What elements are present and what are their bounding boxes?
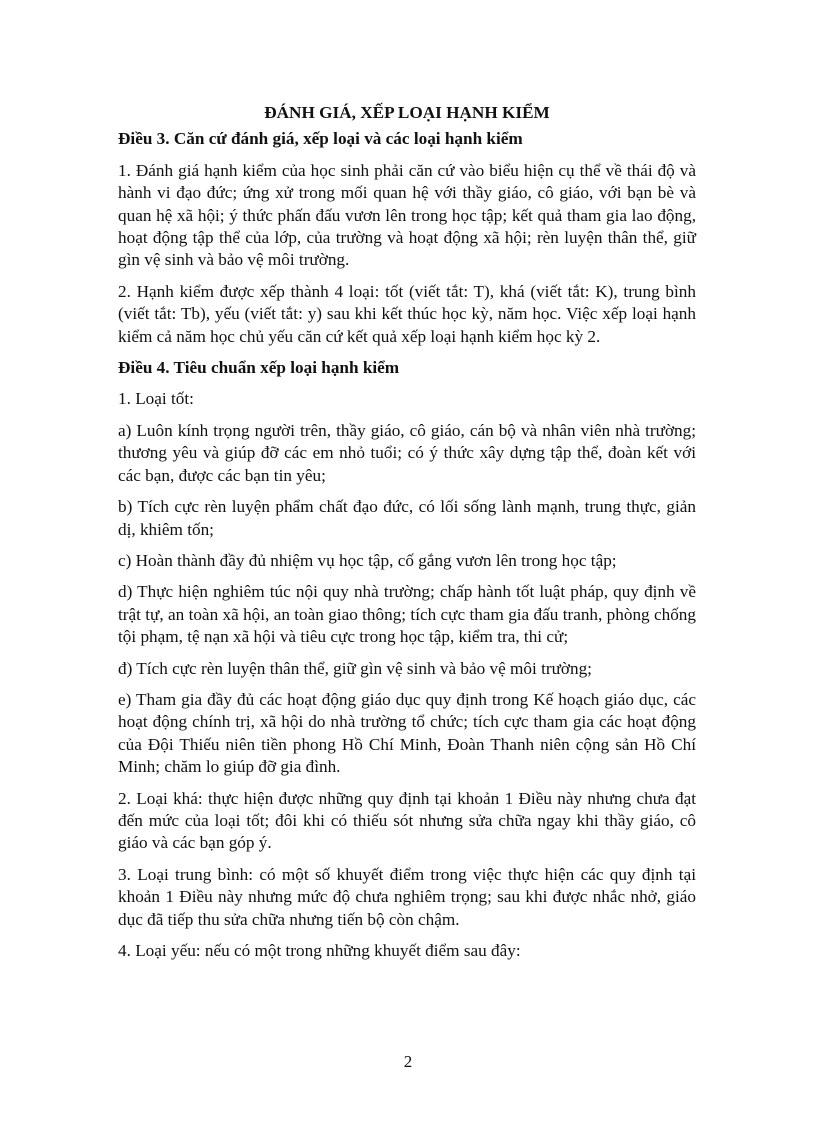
article-3-paragraph: 2. Hạnh kiểm được xếp thành 4 loại: tốt (viết tắt: T), khá (viết tắt: K), trung bình (viết tắt: Tb), yếu (viết tắt: y) sau khi kết thúc học kỳ, năm học. Việc xếp loại hạnh kiểm cả năm học chủ yếu căn cứ kết quả xếp loại hạnh kiểm học kỳ 2.	[118, 281, 696, 346]
article-4-paragraph: đ) Tích cực rèn luyện thân thể, giữ gìn vệ sinh và bảo vệ môi trường;	[118, 658, 592, 678]
article-4-heading: Điều 4. Tiêu chuẩn xếp loại hạnh kiểm	[118, 358, 400, 378]
article-4-paragraph: 4. Loại yếu: nếu có một trong những khuyết điểm sau đây:	[118, 941, 521, 960]
page-number: 2	[403, 1052, 413, 1071]
article-3-heading: Điều 3. Căn cứ đánh giá, xếp loại và các loại hạnh kiểm	[118, 129, 523, 149]
document-title: ĐÁNH GIÁ, XẾP LOẠI HẠNH KIỂM	[264, 103, 550, 122]
article-4-paragraph: c) Hoàn thành đầy đủ nhiệm vụ học tập, cố gắng vươn lên trong học tập;	[118, 550, 617, 570]
document-page	[118, 102, 696, 971]
article-4-paragraph: 2. Loại khá: thực hiện được những quy định tại khoản 1 Điều này nhưng chưa đạt đến mức của loại tốt; đôi khi có thiếu sót nhưng sửa chữa ngay khi thầy giáo, cô giáo và các bạn góp ý.	[118, 788, 696, 853]
article-4-paragraph: b) Tích cực rèn luyện phẩm chất đạo đức, có lối sống lành mạnh, trung thực, giản dị, khiêm tốn;	[118, 497, 696, 539]
article-4-paragraph: 1. Loại tốt:	[118, 389, 194, 409]
article-3-paragraph: 1. Đánh giá hạnh kiểm của học sinh phải căn cứ vào biểu hiện cụ thể về thái độ và hành vi đạo đức; ứng xử trong mối quan hệ với thầy giáo, cô giáo, với bạn bè và quan hệ xã hội; ý thức phấn đấu vươn lên trong học tập; kết quả tham gia lao động, hoạt động tập thể của lớp, của trường và hoạt động xã hội; rèn luyện thân thể, giữ gìn vệ sinh và bảo vệ môi trường.	[118, 160, 696, 270]
article-4-paragraph: e) Tham gia đầy đủ các hoạt động giáo dục quy định trong Kế hoạch giáo dục, các hoạt động chính trị, xã hội do nhà trường tổ chức; tích cực tham gia các hoạt động của Đội Thiếu niên tiền phong Hồ Chí Minh, Đoàn Thanh niên cộng sản Hồ Chí Minh; chăm lo giúp đỡ gia đình.	[118, 689, 696, 777]
article-4-paragraph: a) Luôn kính trọng người trên, thầy giáo, cô giáo, cán bộ và nhân viên nhà trường; thương yêu và giúp đỡ các em nhỏ tuổi; có ý thức xây dựng tập thể, đoàn kết với các bạn, được các bạn tin yêu;	[118, 420, 696, 485]
article-4-paragraph: 3. Loại trung bình: có một số khuyết điểm trong việc thực hiện các quy định tại khoản 1 Điều này nhưng mức độ chưa nghiêm trọng; sau khi được nhắc nhở, giáo dục đã tiếp thu sửa chữa nhưng tiến bộ còn chậm.	[118, 864, 696, 929]
article-4-paragraph: d) Thực hiện nghiêm túc nội quy nhà trường; chấp hành tốt luật pháp, quy định về trật tự, an toàn xã hội, an toàn giao thông; tích cực tham gia đấu tranh, phòng chống tội phạm, tệ nạn xã hội và tiêu cực trong học tập, kiểm tra, thi cử;	[118, 582, 696, 647]
